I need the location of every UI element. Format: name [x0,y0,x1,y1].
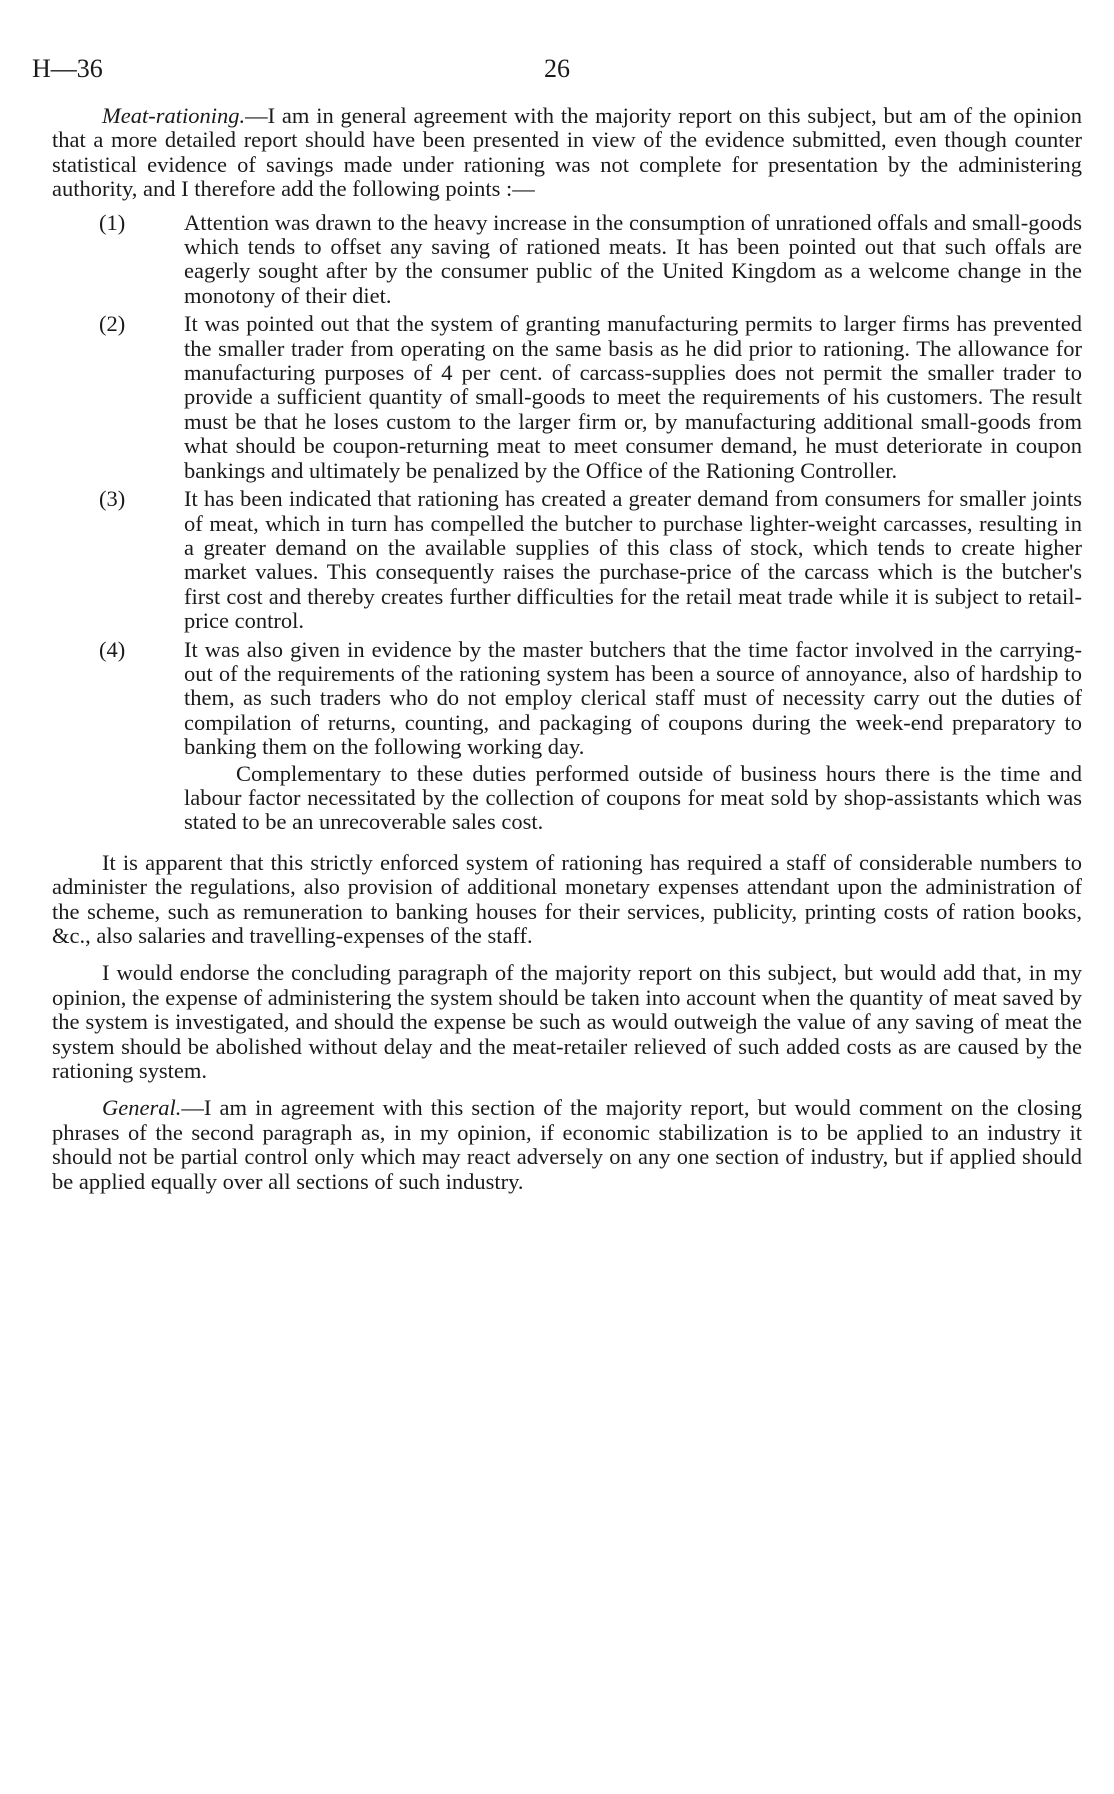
general-heading: General. [102,1095,182,1121]
meat-rationing-intro-text: —I am in general agreement with the majority report on this subject, but am of the opinion that a more detailed report should have been presented in view of the evidence submitted, even though counter statistical evidence of savings made under rationing was not complete for presentation by the administering authority, and I therefore add the following points :— [52,103,1082,202]
page-number: 26 [544,54,570,83]
page-header [32,54,1082,94]
meat-rationing-intro-paragraph [52,104,1082,202]
point-continuation-paragraph: Complementary to these duties performed outside of business hours there is the time and labour factor necessitated by the collection of coupons for meat sold by shop-assistants which was stated to be an unrecoverable sales cost. [184,760,1082,835]
point-number: (1) [99,209,126,235]
staff-paragraph: It is apparent that this strictly enforced system of rationing has required a staff of considerable numbers to administer the regulations, also provision of additional monetary expenses attendant upon the administration of the scheme, such as remuneration to banking houses for their services, publicity, printing costs of ration books, &c., also salaries and travelling-expenses of the staff. [52,849,1082,948]
point-item [52,487,1082,633]
meat-rationing-heading: Meat-rationing. [102,103,246,128]
point-text: It was also given in evidence by the master butchers that the time factor involved in the carrying-out of the requirements of the rationing system has been a source of annoyance, also of hardship to them, as such traders who do not employ clerical staff must of necessity carry out the duties of compilation of returns, counting, and packaging of coupons during the week-end preparatory to banking them on the following working day. [184,636,1082,760]
endorse-paragraph: I would endorse the concluding paragraph of the majority report on this subject, but would add that, in my opinion, the expense of administering the system should be taken into account when the quantity of meat saved by the system is investigated, and should the expense be such as would outweigh the value of any saving of meat the system should be abolished without delay and the meat-retailer relieved of such added costs as are caused by the rationing system. [52,960,1082,1084]
point-item [52,638,1082,835]
point-item [52,312,1082,483]
point-text: It has been indicated that rationing has created a greater demand from consumers for smaller joints of meat, which in turn has compelled the butcher to purchase lighter-weight carcasses, resulting in a greater demand on the available supplies of this class of stock, which tends to create higher market values. This consequently raises the purchase-price of the carcass which is the butcher's first cost and thereby creates further difficulties for the retail meat trade while it is subject to retail-price control. [184,486,1082,634]
report-body [52,104,1082,1194]
points-list [52,211,1082,835]
report-reference: H—36 [32,54,103,83]
point-item [52,211,1082,309]
point-number: (3) [99,486,126,512]
general-paragraph [52,1096,1082,1194]
point-number: (2) [99,311,126,337]
point-text: Attention was drawn to the heavy increase in the consumption of unrationed offals and small-goods which tends to offset any saving of rationed meats. It has been pointed out that such offals are eagerly sought after by the consumer public of the United Kingdom as a welcome change in the monotony of their diet. [184,209,1082,308]
point-number: (4) [99,636,126,662]
general-text: —I am in agreement with this section of the majority report, but would comment on the closing phrases of the second paragraph as, in my opinion, if economic stabilization is to be applied to an industry it should not be partial control only which may react adversely on any one section of industry, but if applied should be applied equally over all sections of such industry. [52,1095,1082,1194]
point-text: It was pointed out that the system of granting manufacturing permits to larger firms has prevented the smaller trader from operating on the same basis as he did prior to rationing. The allowance for manufacturing purposes of 4 per cent. of carcass-supplies does not permit the smaller trader to provide a sufficient quantity of small-goods to meet the requirements of his customers. The result must be that he loses custom to the larger firm or, by manufacturing additional small-goods from what should be coupon-returning meat to meet consumer demand, he must deteriorate in coupon bankings and ultimately be penalized by the Office of the Rationing Controller. [184,311,1082,483]
